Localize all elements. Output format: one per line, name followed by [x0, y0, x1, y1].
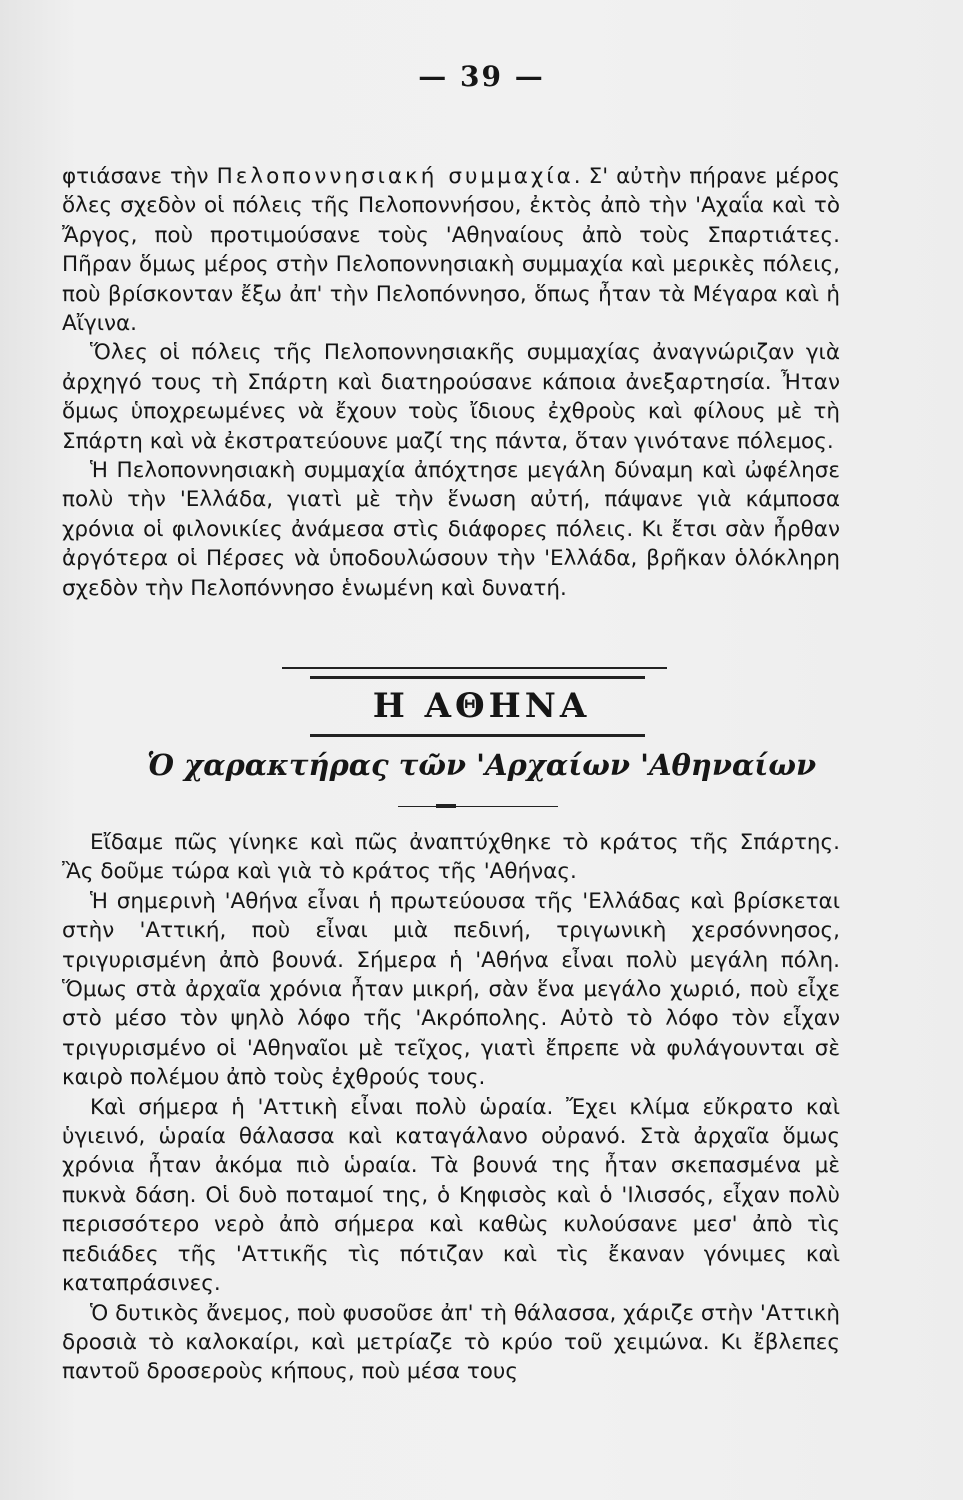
- text-block-top: [62, 162, 840, 603]
- paragraph: [62, 162, 840, 338]
- page-number: — 39 —: [418, 60, 545, 93]
- ornament-rule: [398, 806, 558, 807]
- paragraph-rest: . Σ' αὐτὴν πήρανε μέρος ὅλες σχεδὸν οἱ πόλεις τῆς Πελοποννήσου, ἐκτὸς ἀπὸ τὴν 'Αχαΐα καὶ τὸ Ἄργος, ποὺ προτιμούσανε τοὺς 'Αθηναίους ἀπὸ τοὺς Σπαρτιάτες. Πῆραν ὅμως μέρος στὴν Πελοποννησιακὴ συμμαχία καὶ μερικὲς πόλεις, ποὺ βρίσκονταν ἔξω ἀπ' τὴν Πελοπόννησο, ὅπως ἦταν τὰ Μέγαρα καὶ ἡ Αἴγινα.: [62, 164, 840, 337]
- paragraph: Ἡ σημερινὴ 'Αθήνα εἶναι ἡ πρωτεύουσα τῆς 'Ελλάδας καὶ βρίσκεται στὴν 'Αττική, ποὺ εἶναι μιὰ πεδινή, τριγωνικὴ χερσόννησος, τριγυρισμένη ἀπὸ βουνά. Σήμερα ἡ 'Αθήνα εἶναι πολὺ μεγάλη πόλη. Ὅμως στὰ ἀρχαῖα χρόνια ἦταν μικρή, σὰν ἕνα μεγάλο χωριό, ποὺ εἶχε στὸ μέσο τὸν ψηλὸ λόφο τῆς 'Ακρόπολης. Αὐτὸ τὸ λόφο τὸν εἶχαν τριγυρισμένο οἱ 'Αθηναῖοι μὲ τεῖχος, γιατὶ ἔπρεπε νὰ φυλάγουνται σὲ καιρὸ πολέμου ἀπὸ τοὺς ἐχθρούς τους.: [62, 888, 840, 1091]
- divider-rule: [282, 667, 667, 669]
- paragraph: Ἡ Πελοποννησιακὴ συμμαχία ἀπόχτησε μεγάλη δύναμη καὶ ὠφέλησε πολὺ τὴν 'Ελλάδα, γιατὶ μὲ τὴν ἕνωση αὐτή, πάψανε γιὰ κάμποσα χρόνια οἱ φιλονικίες ἀνάμεσα στὶς διάφορες πόλεις. Κι ἔτσι σὰν ἦρθαν ἀργότερα οἱ Πέρσες νὰ ὑποδουλώσουν τὴν 'Ελλάδα, βρῆκαν ὁλόκληρη σχεδὸν τὴν Πελοπόννησο ἑνωμένη καὶ δυνατή.: [62, 458, 840, 601]
- spaced-term: Πελοποννησιακή συμμαχία: [216, 164, 574, 189]
- title-rule-top: [310, 676, 645, 679]
- paragraph: Καὶ σήμερα ἡ 'Αττικὴ εἶναι πολὺ ὡραία. Ἔχει κλίμα εὔκρατο καὶ ὑγιεινό, ὡραία θάλασσα καὶ καταγάλανο οὐρανό. Στὰ ἀρχαῖα ὅμως χρόνια ἦταν ἀκόμα πιὸ ὡραία. Τὰ βουνά της ἦταν σκεπασμένα μὲ πυκνὰ δάση. Οἱ δυὸ ποταμοί της, ὁ Κηφισὸς καὶ ὁ 'Ιλισσός, εἶχαν πολὺ περισσότερο νερὸ ἀπὸ σήμερα καὶ καθὼς κυλούσανε μεσ' ἀπὸ τὶς πεδιάδες τῆς 'Αττικῆς τὶς πότιζαν καὶ τὶς ἔκαναν γόνιμες καὶ καταπράσινες.: [62, 1094, 840, 1297]
- paragraph-lead: φτιάσανε τὴν: [62, 164, 217, 189]
- text-block-bottom: [62, 828, 840, 1387]
- paragraph: Εἴδαμε πῶς γίνηκε καὶ πῶς ἀναπτύχθηκε τὸ κράτος τῆς Σπάρτης. Ἂς δοῦμε τώρα καὶ γιὰ τὸ κράτος τῆς 'Αθήνας.: [62, 830, 840, 885]
- ornament-rule-center: [436, 804, 456, 808]
- paragraph: Ὁ δυτικὸς ἄνεμος, ποὺ φυσοῦσε ἀπ' τὴ θάλασσα, χάριζε στὴν 'Αττικὴ δροσιὰ τὸ καλοκαίρι, καὶ μετρίαζε τὸ κρύο τοῦ χειμώνα. Κι ἔβλεπες παντοῦ δροσεροὺς κήπους, ποὺ μέσα τους: [62, 1300, 840, 1385]
- section-title: Ὁ χαρακτήρας τῶν 'Αρχαίων 'Αθηναίων: [146, 748, 817, 782]
- title-rule-bottom: [310, 734, 645, 737]
- chapter-title: Η ΑΘΗΝΑ: [372, 686, 591, 726]
- paragraph: Ὅλες οἱ πόλεις τῆς Πελοποννησιακῆς συμμαχίας ἀναγνώριζαν γιὰ ἀρχηγό τους τὴ Σπάρτη καὶ διατηρούσανε κάποια ἀνεξαρτησία. Ἦταν ὅμως ὑποχρεωμένες νὰ ἔχουν τοὺς ἴδιους ἐχθροὺς καὶ φίλους μὲ τὴ Σπάρτη καὶ νὰ ἐκστρατεύουνε μαζί της πάντα, ὅταν γινότανε πόλεμος.: [62, 340, 840, 454]
